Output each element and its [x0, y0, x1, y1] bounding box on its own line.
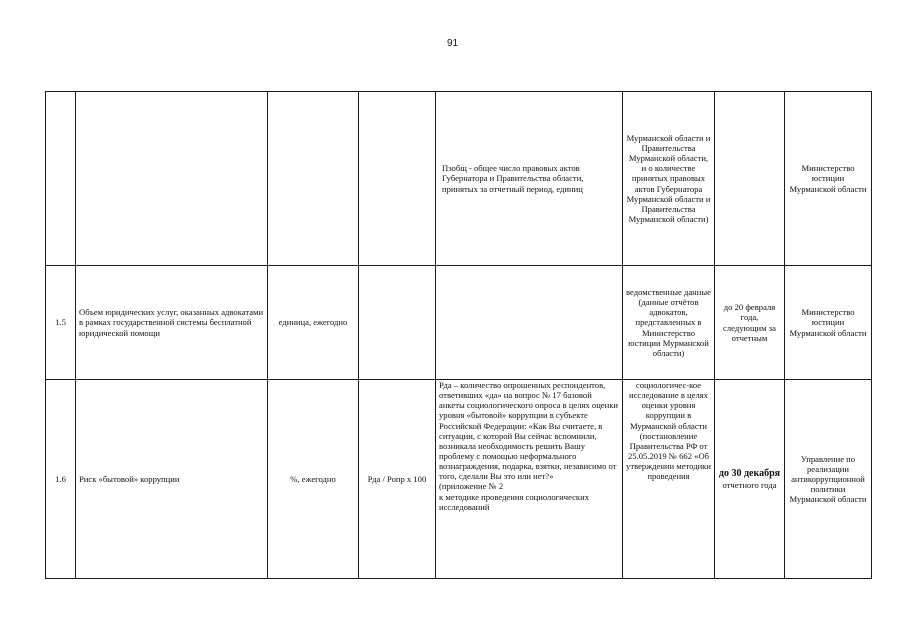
description-note: к методике проведения социологических исследований — [439, 491, 589, 512]
table-row — [46, 380, 872, 579]
indicator-unit: единица, ежегодно — [268, 266, 359, 380]
description-note: (приложение № 2 — [439, 481, 504, 492]
indicator-formula — [359, 92, 436, 266]
deadline-text: отчетного года — [722, 479, 777, 490]
indicator-formula — [359, 266, 436, 380]
row-number: 1.5 — [46, 266, 76, 380]
indicator-description — [436, 380, 623, 579]
description-text: Рда – количество опрошенных респондентов, ответивших «да» на вопрос № 17 базовой анкеты социологического опроса в целях оценки уровня «бытовой» коррупции в субъекте Российской Федерации: «Как Вы считаете, в ситуации, с которой Вы сейчас вспомнили, возникала необходимость решить Вашу проблему с помощью неформального вознаграждения, подарка, взятки, независимо от того, сделали Вы это или нет?» — [439, 380, 618, 482]
page-number: 91 — [446, 38, 459, 49]
indicator-unit — [268, 92, 359, 266]
indicator-description: Пзобщ - общее число правовых актов Губернатора и Правительства области, принятых за отчетный период, единиц — [436, 92, 623, 266]
table-row — [46, 92, 872, 266]
deadline-emphasis: до 30 декабря — [718, 468, 781, 480]
data-source — [623, 380, 715, 579]
responsible-body: Министерство юстиции Мурманской области — [785, 92, 872, 266]
data-source: Мурманской области и Правительства Мурманской области, и о количестве принятых правовых актов Губернатора Мурманской области и Правительства Мурманской области) — [623, 92, 715, 266]
responsible-body: Управление по реализации антикоррупционной политики Мурманской области — [785, 380, 872, 579]
indicator-unit: %, ежегодно — [268, 380, 359, 579]
deadline — [715, 92, 785, 266]
responsible-body: Министерство юстиции Мурманской области — [785, 266, 872, 380]
deadline — [715, 380, 785, 579]
data-source: ведомственные данные (данные отчётов адвокатов, представленных в Министерство юстиции Мурманской области) — [623, 266, 715, 380]
row-number: 1.6 — [46, 380, 76, 579]
indicator-name — [76, 92, 268, 266]
table-row — [46, 266, 872, 380]
data-source-text: социологичес-кое исследование в целях оценки уровня коррупции в Мурманской области (постановление Правительства РФ от 25.05.2019 № 662 «Об утверждении методики проведения — [626, 380, 711, 482]
indicator-name: Риск «бытовой» коррупции — [76, 380, 268, 579]
row-number — [46, 92, 76, 266]
indicator-formula: Рда / Ропр х 100 — [359, 380, 436, 579]
deadline: до 20 февраля года, следующим за отчетным — [715, 266, 785, 380]
indicator-description — [436, 266, 623, 380]
indicator-name: Объем юридических услуг, оказанных адвокатами в рамках государственной системы бесплатной юридической помощи — [76, 266, 268, 380]
indicators-table — [45, 91, 872, 579]
